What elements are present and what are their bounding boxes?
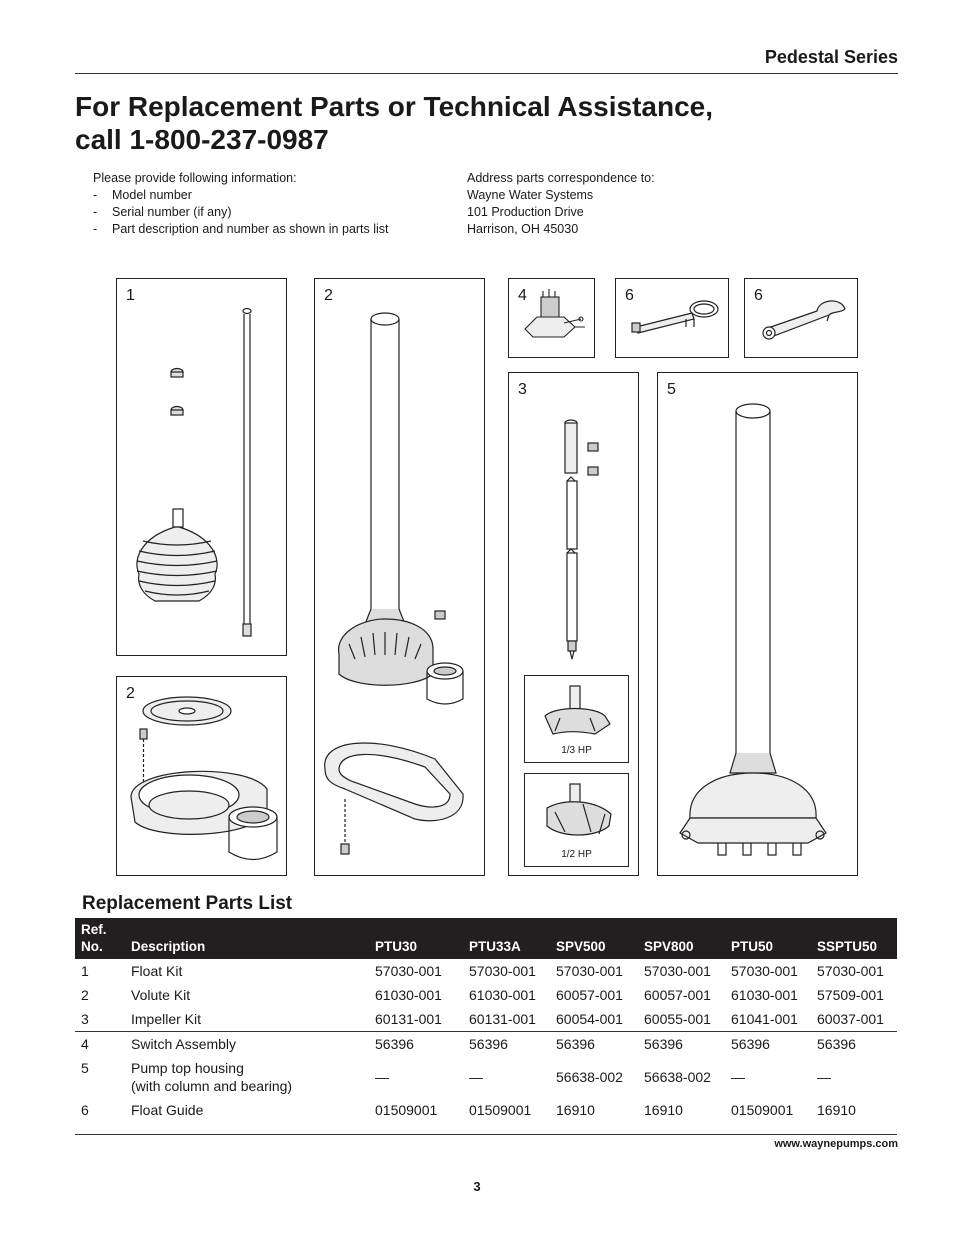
address-block	[467, 170, 655, 238]
column-header: Description	[125, 918, 369, 959]
table-cell: 3	[81, 1011, 89, 1027]
table-cell: 61030-001	[375, 987, 442, 1003]
table-cell: 56396	[550, 1032, 638, 1057]
column-header: PTU50	[725, 918, 811, 959]
panel-float-kit	[116, 278, 287, 656]
table-cell: 01509001	[463, 1098, 550, 1135]
table-cell: 57030-001	[556, 963, 623, 979]
table-cell: 60131-001	[375, 1011, 442, 1027]
table-cell: Float Guide	[125, 1098, 369, 1135]
panel-impeller-kit	[508, 372, 639, 876]
table-cell: 56638-002	[644, 1069, 711, 1085]
table-cell: 16910	[550, 1098, 638, 1135]
table-cell: —	[469, 1069, 483, 1085]
table-cell: 01509001	[369, 1098, 463, 1135]
page-headline	[75, 90, 875, 156]
panel-number: 6	[754, 287, 763, 304]
table-cell: 56396	[369, 1032, 463, 1057]
table-cell: 56638-002	[556, 1069, 623, 1085]
series-title: Pedestal Series	[764, 47, 898, 67]
table-cell: 1	[81, 963, 89, 979]
pump-top-housing-illustration	[658, 373, 859, 877]
info-required-list	[93, 170, 389, 238]
table-cell: Float Kit	[131, 963, 183, 979]
table-cell: 4	[75, 1032, 125, 1057]
table-header-row	[75, 918, 897, 959]
hp-label: 1/2 HP	[561, 849, 592, 860]
table-row	[75, 1007, 897, 1032]
parts-list-title: Replacement Parts List	[82, 893, 293, 914]
table-cell: 01509001	[725, 1098, 811, 1135]
address-line: Harrison, OH 45030	[467, 222, 579, 236]
pump-housing-illustration	[315, 279, 486, 877]
table-cell: —	[375, 1069, 389, 1085]
panel-pump-top-housing	[657, 372, 858, 876]
description-line: (with column and bearing)	[131, 1078, 293, 1094]
panel-number: 4	[518, 287, 527, 304]
panel-float-guide-b	[744, 278, 858, 358]
table-cell: 16910	[811, 1098, 897, 1135]
table-row	[75, 983, 897, 1007]
table-cell: Volute Kit	[131, 987, 191, 1003]
hp-label: 1/3 HP	[561, 745, 592, 756]
panel-switch-assembly	[508, 278, 595, 358]
table-cell: 57030-001	[731, 963, 798, 979]
column-header: PTU30	[369, 918, 463, 959]
table-cell: 61041-001	[731, 1011, 798, 1027]
shaft-illustration	[509, 373, 640, 673]
table-cell: 60057-001	[644, 987, 711, 1003]
table-cell: 57030-001	[375, 963, 442, 979]
float-guide-a-illustration	[616, 279, 730, 359]
table-cell: 60057-001	[556, 987, 623, 1003]
panel-float-guide-a	[615, 278, 729, 358]
table-cell: 56396	[811, 1032, 897, 1057]
impeller-one-third-hp	[524, 675, 629, 763]
panel-number: 2	[324, 287, 333, 304]
address-intro: Address parts correspondence to:	[467, 171, 655, 185]
switch-assembly-illustration	[509, 279, 596, 359]
panel-volute-kit	[116, 676, 287, 876]
table-row	[75, 959, 897, 983]
headline-line-1: For Replacement Parts or Technical Assistance,	[75, 91, 714, 122]
table-row	[75, 1098, 897, 1135]
info-item: - Part description and number as shown in parts list	[93, 222, 389, 236]
table-cell: 61030-001	[731, 987, 798, 1003]
table-cell: —	[731, 1069, 745, 1085]
table-cell: 5	[81, 1060, 89, 1076]
table-cell: 56396	[638, 1032, 725, 1057]
panel-number: 3	[518, 381, 527, 398]
table-cell: 56396	[463, 1032, 550, 1057]
info-intro: Please provide following information:	[93, 171, 297, 185]
volute-illustration	[117, 677, 288, 877]
table-cell: 16910	[638, 1098, 725, 1135]
table-row	[75, 1032, 897, 1057]
column-header: PTU33A	[463, 918, 550, 959]
address-line: Wayne Water Systems	[467, 188, 594, 202]
table-cell: 6	[75, 1098, 125, 1135]
table-cell: Switch Assembly	[125, 1032, 369, 1057]
panel-number: 1	[126, 287, 135, 304]
table-cell: 57030-001	[469, 963, 536, 979]
table-cell: Impeller Kit	[131, 1011, 202, 1027]
headline-line-2: call 1-800-237-0987	[75, 124, 329, 155]
table-cell: 57030-001	[644, 963, 711, 979]
column-header-ref: Ref. No.	[75, 918, 125, 959]
info-item: - Serial number (if any)	[93, 205, 232, 219]
table-cell: 60037-001	[817, 1011, 884, 1027]
description-line: Pump top housing	[131, 1060, 244, 1076]
float-kit-illustration	[117, 279, 288, 657]
table-cell: 56396	[725, 1032, 811, 1057]
table-cell: 61030-001	[469, 987, 536, 1003]
panel-pump-housing	[314, 278, 485, 876]
column-header: SSPTU50	[811, 918, 897, 959]
table-cell: —	[817, 1069, 831, 1085]
panel-number: 6	[625, 287, 634, 304]
table-cell: 2	[81, 987, 89, 1003]
table-cell: 57030-001	[817, 963, 884, 979]
table-cell: 60131-001	[469, 1011, 536, 1027]
table-row	[75, 1056, 897, 1098]
impeller-one-half-hp	[524, 773, 629, 867]
table-cell: 60055-001	[644, 1011, 711, 1027]
table-cell: 57509-001	[817, 987, 884, 1003]
address-line: 101 Production Drive	[467, 205, 584, 219]
info-item: - Model number	[93, 188, 192, 202]
table-cell: 60054-001	[556, 1011, 623, 1027]
column-header: SPV500	[550, 918, 638, 959]
table-cell	[125, 1056, 369, 1098]
website-link[interactable]: www.waynepumps.com	[774, 1138, 898, 1150]
page-number: 3	[473, 1179, 481, 1194]
float-guide-b-illustration	[745, 279, 859, 359]
panel-number: 2	[126, 685, 135, 702]
panel-number: 5	[667, 381, 676, 398]
parts-table	[75, 918, 897, 1135]
column-header: SPV800	[638, 918, 725, 959]
header-rule	[75, 73, 898, 74]
